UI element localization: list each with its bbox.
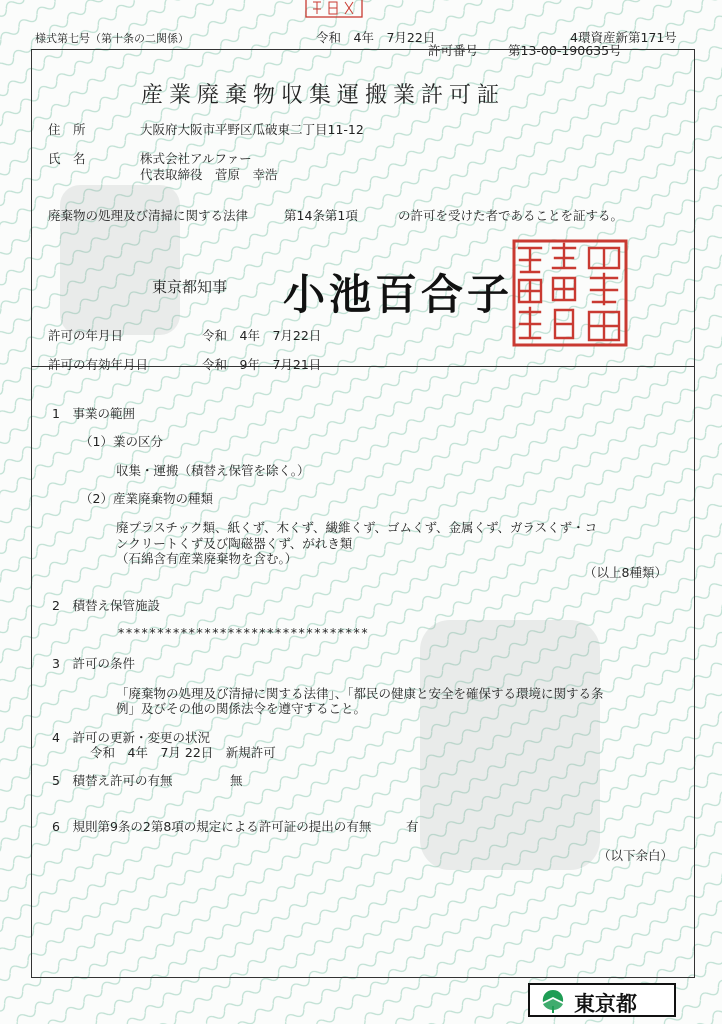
permit-date-label: 許可の年月日 [48,328,124,343]
section-1-2-count: （以上8種類） [584,565,667,580]
name-label: 氏 名 [48,151,86,166]
form-number: 様式第七号（第十条の二関係） [35,32,189,45]
document-number: 4環資産新第171号 [570,30,677,45]
tokyo-logo [528,983,676,1017]
section-5-title: 5 積替え許可の有無 [52,773,173,788]
section-6-value: 有 [406,819,419,834]
section-1-2-body-line2: ンクリートくず及び陶磁器くず、がれき類 [116,536,353,551]
top-seal-stamp [305,0,363,18]
representative-name: 代表取締役 菅原 幸浩 [140,167,278,182]
tokyo-ginkgo-icon [540,988,566,1014]
address-value: 大阪府大阪市平野区瓜破東二丁目11-12 [140,122,364,137]
certificate-title: 産業廃棄物収集運搬業許可証 [141,83,506,108]
section-1-title: 1 事業の範囲 [52,406,135,421]
section-1-2-body-line1: 廃プラスチック類、紙くず、木くず、繊維くず、ゴムくず、金属くず、ガラスくず・コ [116,520,598,535]
section-4-body: 令和 4年 7月 22日 新規許可 [90,745,276,760]
certification-statement: の許可を受けた者であることを証する。 [398,208,624,223]
address-label: 住 所 [48,122,86,137]
section-4-title: 4 許可の更新・変更の状況 [52,730,210,745]
section-3-title: 3 許可の条件 [52,656,135,671]
section-2-title: 2 積替え保管施設 [52,598,160,613]
issuer-title: 東京都知事 [152,278,228,296]
governor-signature: 小池百合子 [283,270,514,319]
section-6-title: 6 規則第9条の2第8項の規定による許可証の提出の有無 [52,819,372,834]
issue-date: 令和 4年 7月22日 [316,30,436,45]
law-article: 第14条第1項 [284,208,358,223]
section-1-2-title: （2）産業廃棄物の種類 [80,491,213,506]
permit-date-value: 令和 4年 7月22日 [202,328,322,343]
section-5-value: 無 [230,773,243,788]
permit-number: 第13-00-190635号 [508,43,622,58]
tokyo-logo-text: 東京都 [574,992,637,1016]
valid-until-label: 許可の有効年月日 [48,357,149,372]
company-name: 株式会社アルファー [140,151,252,166]
section-3-body-line2: 例」及びその他の関係法令を遵守すること。 [116,701,367,716]
section-1-1-title: （1）業の区分 [80,434,163,449]
permit-number-label: 許可番号 [428,43,479,58]
valid-until-value: 令和 9年 7月21日 [202,357,322,372]
official-red-seal [511,238,629,348]
closing-note: （以下余白） [598,848,674,863]
section-3-body-line1: 「廃棄物の処理及び清掃に関する法律」、「都民の健康と安全を確保する環境に関する条 [116,686,604,701]
section-2-body: ******************************** [118,625,370,640]
law-name: 廃棄物の処理及び清掃に関する法律 [48,208,249,223]
section-1-1-body: 収集・運搬（積替え保管を除く。） [116,463,310,478]
certificate-frame [31,49,695,978]
section-1-2-body-line3: （石綿含有産業廃棄物を含む。） [116,551,298,566]
